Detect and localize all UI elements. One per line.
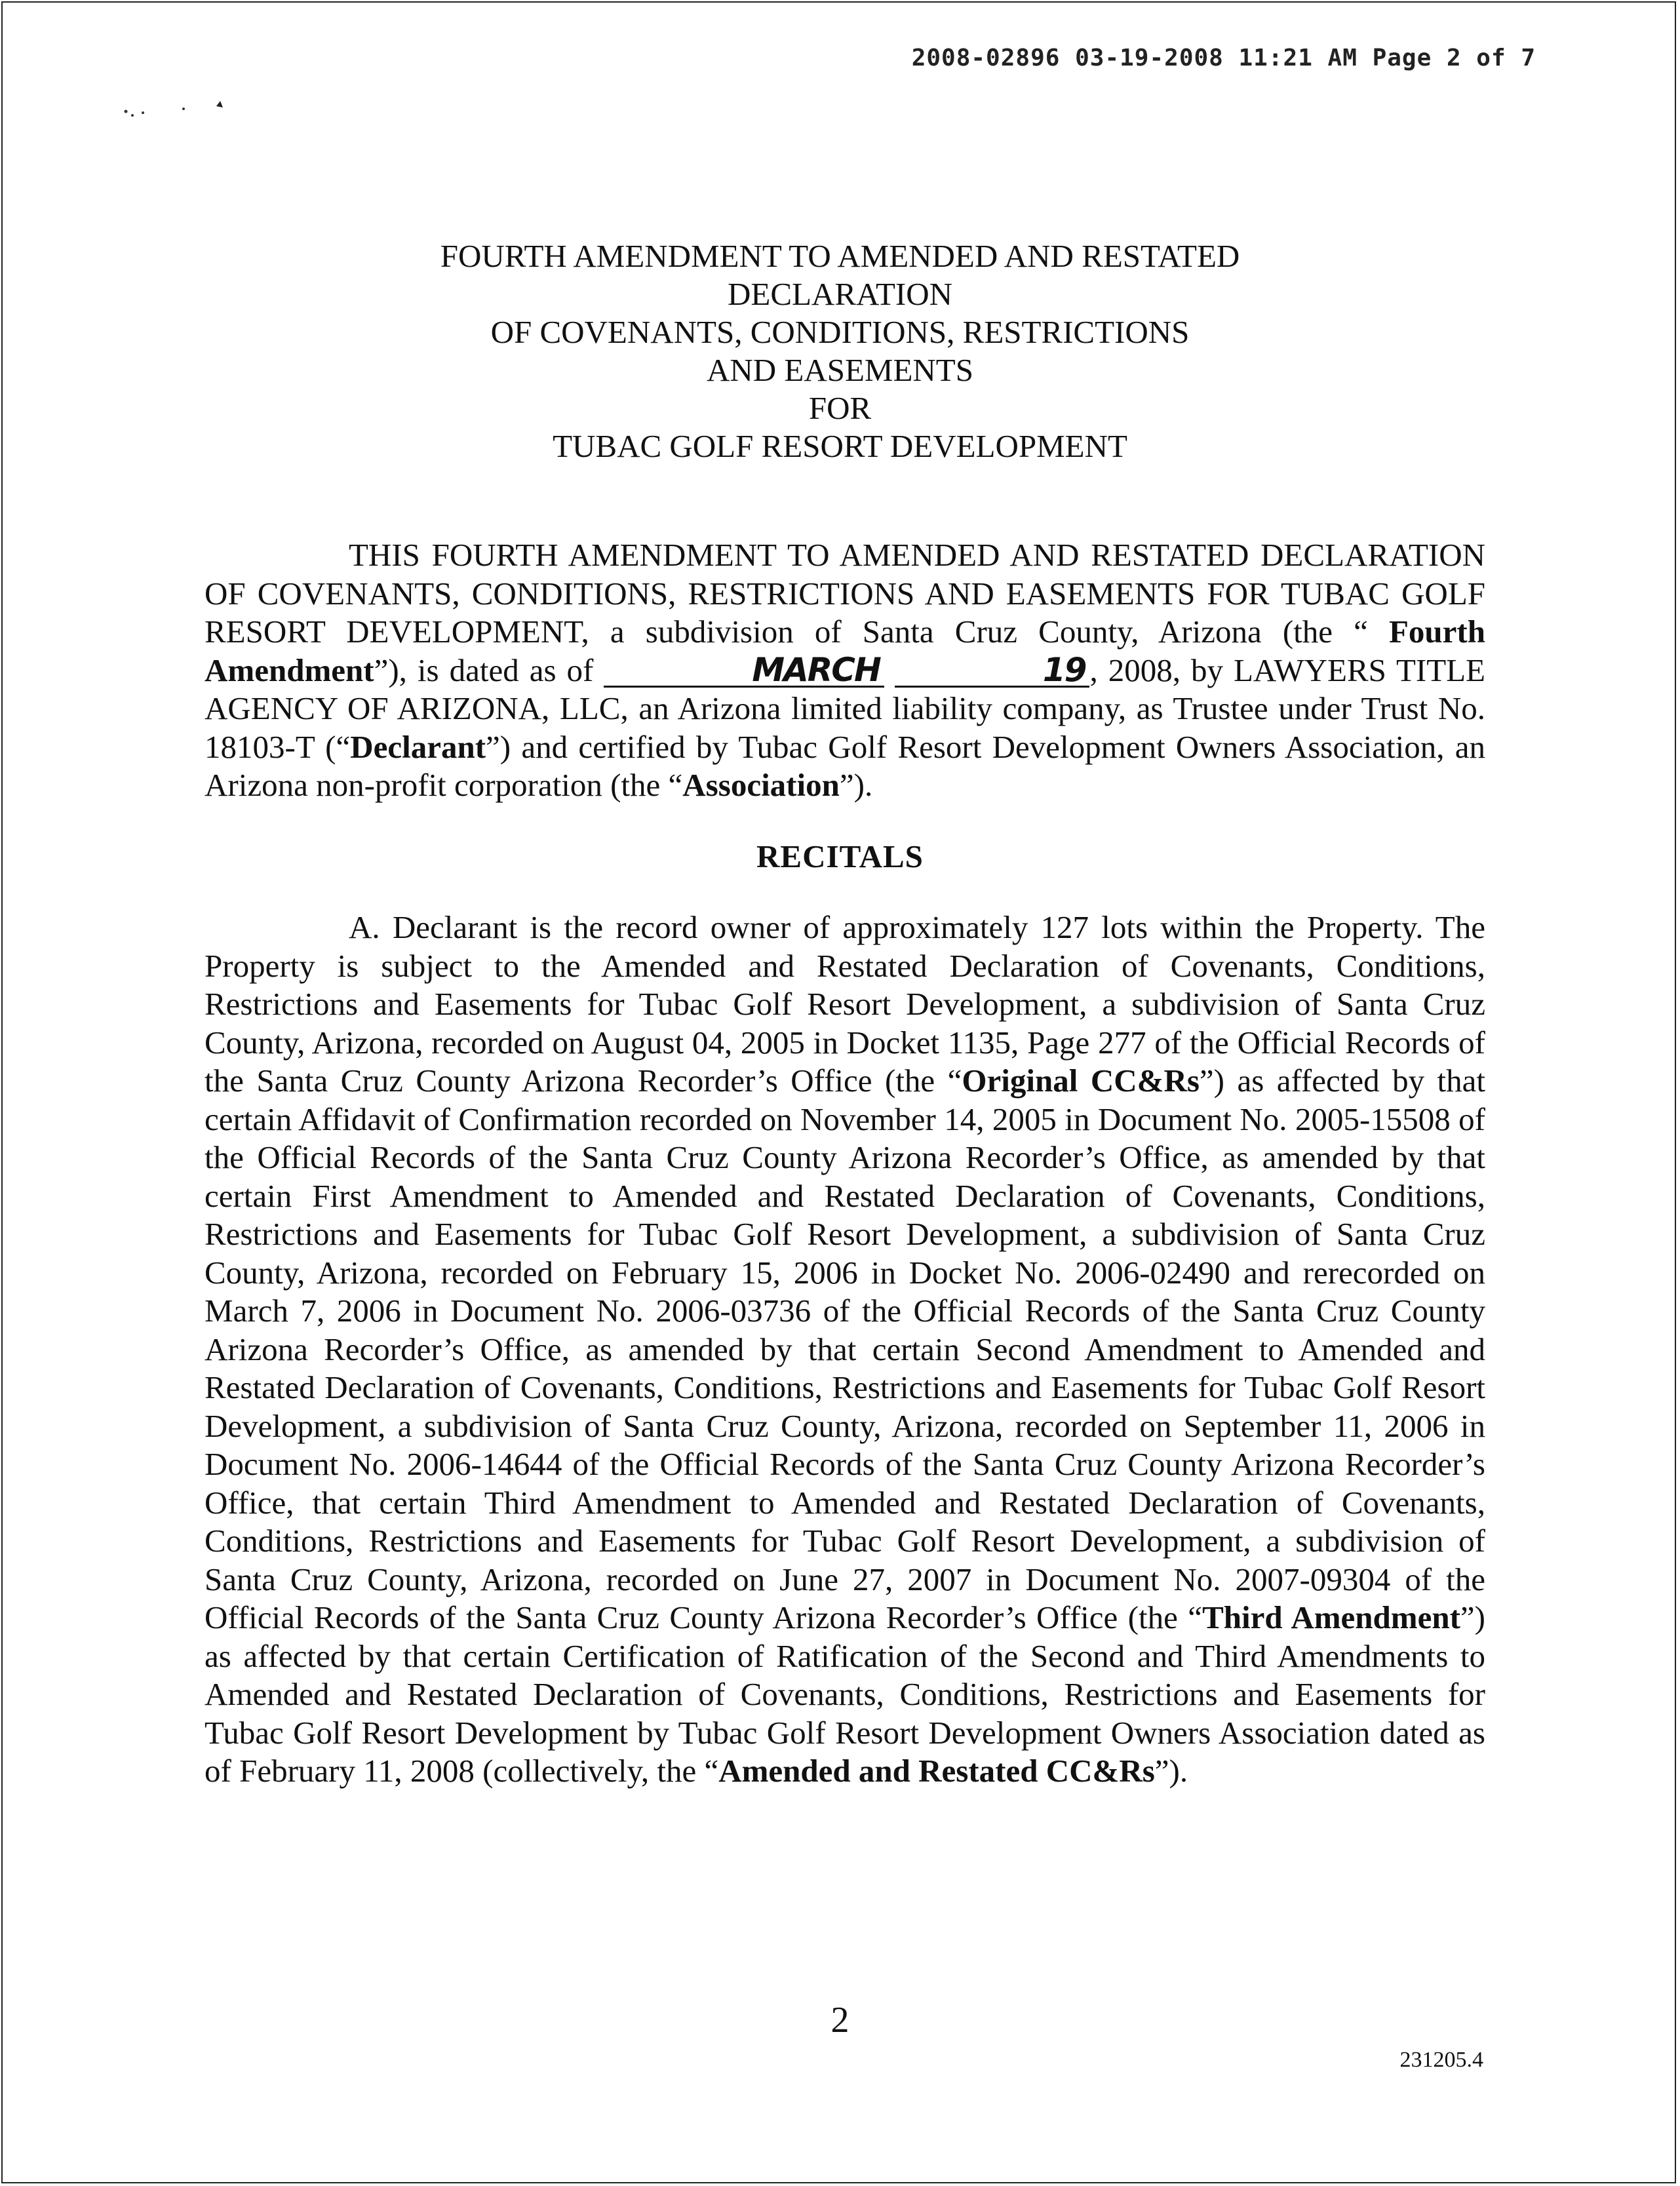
intro-text-2: ”), is dated as of [374,652,604,688]
term-association: Association [682,767,840,803]
intro-text-4: ”) and certified by Tubac Golf Resort Development Owners Association, an Arizona non-profit corporation (the “ [205,728,1485,803]
recitals-heading: RECITALS [756,838,924,874]
recital-a-text-2: ”) as affected by that certain Affidavit of Confirmation recorded on November 14, 2005 in Document No. 2005-15508 of the Official Records of the Santa Cruz County Arizona Recorder’s Office, as amended by that certain First Amendment to Amended and Restated Declaration of Covenants, Conditions, Restrictions and Easements for Tubac Golf Resort Development, a subdivision of Santa Cruz County, Arizona, recorded on February 15, 2006 in Docket No. 2006-02490 and rerecorded on March 7, 2006 in Document No. 2006-03736 of the Official Records of the Santa Cruz County Arizona Recorder’s Office, as amended by that certain Second Amendment to Amended and Restated Declaration of Covenants, Conditions, Restrictions and Easements for Tubac Golf Resort Development, a subdivision of Santa Cruz County, Arizona, recorded on September 11, 2006 in Document No. 2006-14644 of the Official Records of the Santa Cruz County Arizona Recorder’s Office, that certain Third Amendment to Amended and Restated Declaration of Covenants, Conditions, Restrictions and Easements for Tubac Golf Resort Development, a subdivision of Santa Cruz County, Arizona, recorded on June 27, 2007 in Document No. 2007-09304 of the Official Records of the Santa Cruz County Arizona Recorder’s Office (the “ [205,1063,1486,1635]
title-line-3: OF COVENANTS, CONDITIONS, RESTRICTIONS [490,314,1190,350]
term-amended-restated-ccrs: Amended and Restated CC&Rs [718,1753,1155,1789]
title-line-6: TUBAC GOLF RESORT DEVELOPMENT [553,428,1127,464]
handwritten-day: 19 [895,654,1090,688]
page-number: 2 [830,2000,850,2040]
recording-stamp: 2008-02896 03-19-2008 11:21 AM Page 2 of 7 [911,45,1536,71]
term-declarant: Declarant [350,728,486,765]
term-third-amendment: Third Amendment [1202,1599,1460,1635]
recital-a-paragraph [205,908,1485,1791]
intro-text-5: ”). [839,767,873,803]
handwritten-month: MARCH [604,654,884,688]
document-id: 231205.4 [1399,2048,1483,2072]
term-original-ccrs: Original CC&Rs [962,1063,1200,1099]
recital-a-text-4: ”). [1154,1753,1188,1789]
recital-a-text-1: A. Declarant is the record owner of approximately 127 lots within the Property. The Property is subject to the Amended and Restated Declaration of Covenants, Conditions, Restrictions and Easements for Tubac Golf Resort Development, a subdivision of Santa Cruz County, Arizona, recorded on August 04, 2005 in Docket 1135, Page 277 of the Official Records of the Santa Cruz County Arizona Recorder’s Office (the “ [205,909,1485,1099]
intro-paragraph [205,536,1485,805]
document-title [197,237,1483,465]
title-line-2: DECLARATION [728,276,952,312]
intro-text-1: THIS FOURTH AMENDMENT TO AMENDED AND RESTATED DECLARATION OF COVENANTS, CONDITIONS, RESTRICTIONS AND EASEMENTS FOR TUBAC GOLF RESORT DEVELOPMENT, a subdivision of Santa Cruz County, Arizona (the “ [205,537,1485,650]
title-line-4: AND EASEMENTS [707,352,973,388]
title-line-1: FOURTH AMENDMENT TO AMENDED AND RESTATED [440,238,1240,274]
title-line-5: FOR [808,390,872,426]
scan-specks [118,92,236,125]
recital-a-text-3: ”) as affected by that certain Certification of Ratification of the Second and Third Amendments to Amended and Restated Declaration of Covenants, Conditions, Restrictions and Easements for Tubac Golf Resort Development by Tubac Golf Resort Development Owners Association dated as of February 11, 2008 (collectively, the “ [205,1599,1485,1789]
intro-text-3: , 2008, by LAWYERS TITLE AGENCY OF ARIZONA, LLC, an Arizona limited liability company, as Trustee under Trust No. 18103-T (“ [205,652,1485,765]
term-fourth-amendment: Fourth Amendment [205,614,1485,688]
